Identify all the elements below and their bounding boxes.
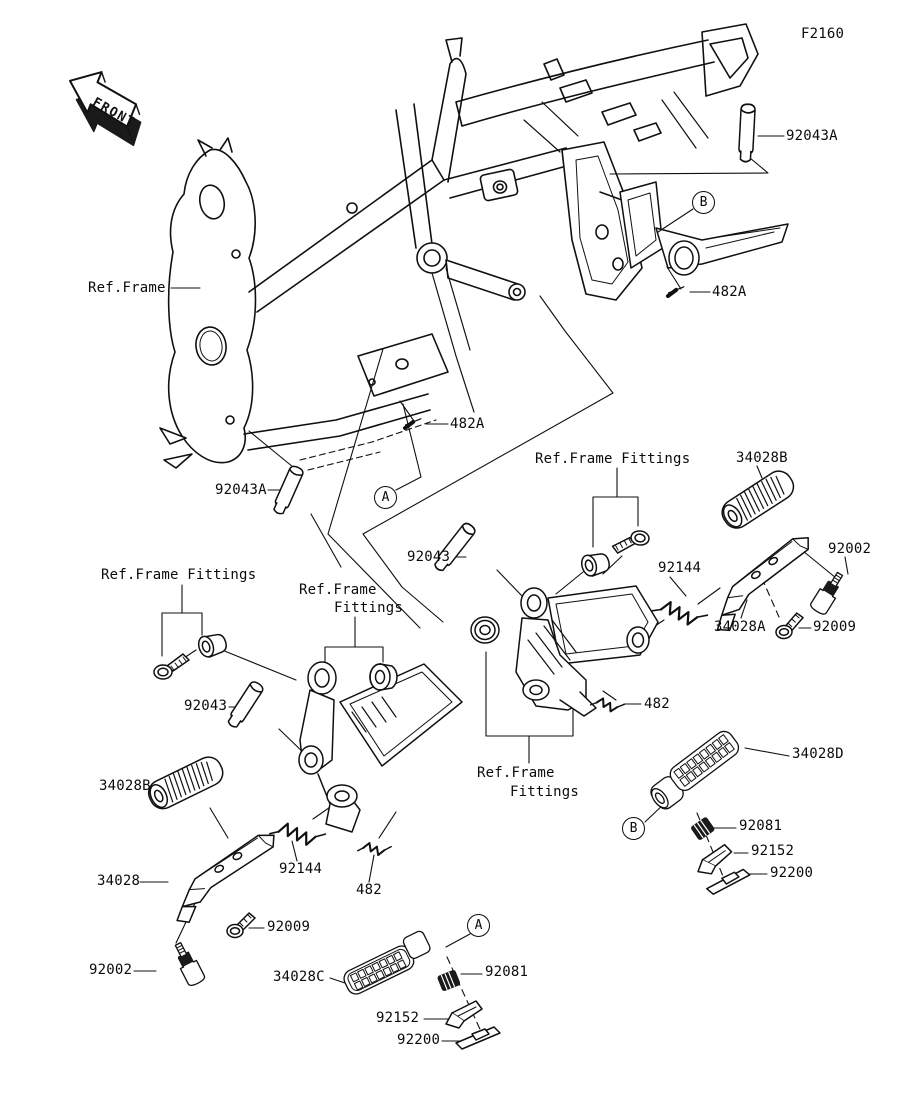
part-34028-holder-left	[159, 829, 291, 927]
label-482-left: 482	[356, 882, 382, 898]
fitting-bushing-midleft	[370, 664, 397, 690]
fitting-screw-center	[612, 527, 650, 557]
label-92043a-top: 92043A	[786, 128, 838, 144]
label-rff-center-line1: Ref.Frame	[477, 765, 555, 781]
label-92081-right: 92081	[739, 818, 783, 834]
part-92152-bracket-right	[695, 844, 734, 876]
label-92043-center: 92043	[407, 549, 451, 565]
view-marker-b-top: B	[692, 191, 715, 214]
label-92144-left: 92144	[279, 861, 323, 877]
part-482a-pin-right	[667, 287, 685, 296]
label-92144-center: 92144	[658, 560, 702, 576]
label-92043a-left: 92043A	[215, 482, 267, 498]
footrest-casting-center	[516, 586, 658, 716]
label-92152-right: 92152	[751, 843, 795, 859]
label-34028d: 34028D	[792, 746, 844, 762]
front-arrow	[56, 62, 155, 147]
label-92200-right: 92200	[770, 865, 814, 881]
label-92200-bottom: 92200	[397, 1032, 441, 1048]
label-482a-center: 482A	[450, 416, 485, 432]
label-92043-left: 92043	[184, 698, 228, 714]
label-34028: 34028	[97, 873, 141, 889]
part-92200-plate-bottom	[456, 1027, 500, 1049]
part-34028c-peg	[339, 930, 435, 997]
view-marker-a-center: A	[374, 486, 397, 509]
part-92043a-pin-top	[738, 104, 755, 162]
part-34028b-rubber-right	[717, 466, 798, 533]
part-92002-bolt-left	[170, 940, 206, 987]
label-92002-left: 92002	[89, 962, 133, 978]
label-rff-midleft-line2: Fittings	[334, 600, 404, 616]
part-92152-bracket-bottom	[446, 1001, 482, 1028]
part-92009-bolt-left	[227, 913, 255, 938]
part-92081-nut-right	[691, 817, 714, 840]
label-rff-center-right: Ref.Frame Fittings	[535, 451, 691, 467]
label-92009-left: 92009	[267, 919, 311, 935]
label-34028a: 34028A	[714, 619, 766, 635]
fitting-bushing-left	[196, 630, 228, 659]
label-34028c: 34028C	[273, 969, 325, 985]
damper-ring-center	[471, 617, 499, 643]
view-marker-b-bottom: B	[622, 817, 645, 840]
label-rff-center-line2: Fittings	[510, 784, 580, 800]
part-92144-spring-left	[269, 820, 325, 849]
label-rff-midleft-line1: Ref.Frame	[299, 582, 377, 598]
diagram-code: F2160	[801, 26, 845, 42]
label-rff-left: Ref.Frame Fittings	[101, 567, 257, 583]
part-92002-bolt-right	[809, 569, 848, 616]
label-482-center: 482	[644, 696, 670, 712]
fitting-bushing-center	[579, 550, 611, 578]
label-34028b-left: 34028B	[99, 778, 151, 794]
part-482-clip-center	[591, 694, 625, 714]
label-92152-bottom: 92152	[376, 1010, 420, 1026]
label-92081-bottom: 92081	[485, 964, 529, 980]
label-ref-frame: Ref.Frame	[88, 280, 166, 296]
label-92009-right: 92009	[813, 619, 857, 635]
label-34028b-right: 34028B	[736, 450, 788, 466]
fitting-screw-left	[154, 654, 189, 679]
view-marker-a-bottom: A	[467, 914, 490, 937]
label-482a-right: 482A	[712, 284, 747, 300]
part-92043-pin-left	[226, 680, 265, 730]
label-92002-right: 92002	[828, 541, 872, 557]
part-92144-spring-center	[651, 598, 707, 630]
part-34028b-rubber-left	[144, 753, 227, 813]
part-34028d-peg	[645, 728, 744, 813]
part-92081-nut-bottom	[438, 970, 460, 991]
front-arrow-label: FRONT	[89, 95, 138, 131]
